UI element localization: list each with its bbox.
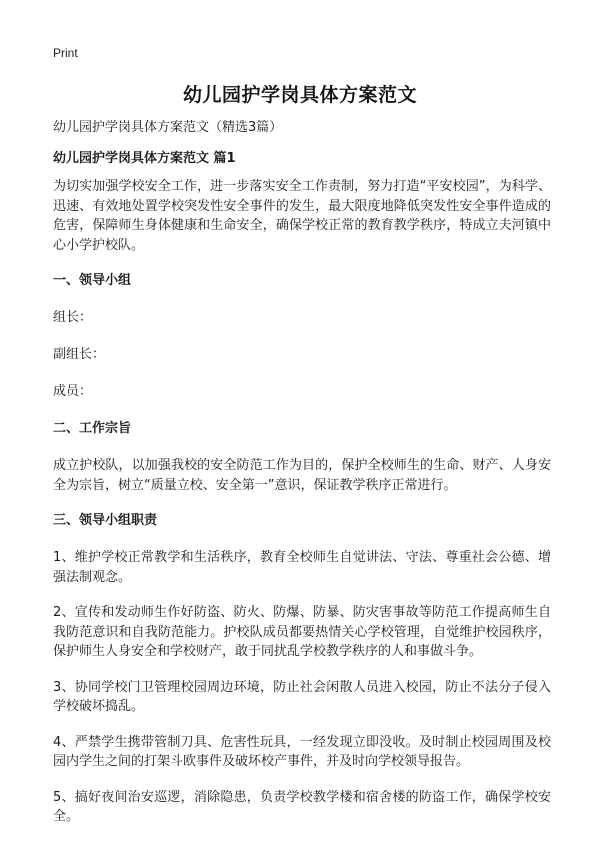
duty-item: 4、严禁学生携带管制刀具、危害性玩具，一经发现立即没收。及时制止校园周围及校园内学生之间的打架斗欧事件及破坏校产事件，并及时向学校领导报告。 (53, 734, 551, 769)
document-title: 幼儿园护学岗具体方案范文 (182, 84, 417, 106)
field-deputy-leader: 副组长： (53, 347, 106, 362)
intro-paragraph: 为切实加强学校安全工作，进一步落实安全工作责制，努力打造“平安校园”，为科学、迅速、有效地处置学校突发性安全事件的发生，最大限度地降低突发性安全事件造成的危害，保障师生身体健康和生命安全，确保学校正常的教育教学秩序，特成立夫河镇中心小学护校队。 (53, 179, 551, 253)
duty-item: 5、搞好夜间治安巡逻，消除隐患，负责学校教学楼和宿舍楼的防盗工作，确保学校安全。 (53, 789, 551, 824)
work-purpose-paragraph: 成立护校队，以加强我校的安全防范工作为目的，保护全校师生的生命、财产、人身安全为宗旨，树立“质量立校、安全第一”意识，保证教学秩序正常进行。 (53, 458, 551, 493)
document-subtitle: 幼儿园护学岗具体方案范文（精选3篇） (53, 120, 283, 135)
heading-work-purpose: 二、工作宗旨 (53, 421, 132, 436)
document-body (53, 118, 551, 843)
duty-item: 2、宣传和发动师生作好防盗、防火、防爆、防暴、防灾害事故等防范工作提高师生自我防范意识和自我防范能力。护校队成员都要热情关心学校管理，自觉维护校园秩序，保护师生人身安全和学校财产，敢于同扰乱学校教学秩序的人和事做斗争。 (53, 605, 551, 659)
field-leader: 组长： (53, 310, 93, 325)
section-title: 幼儿园护学岗具体方案范文 篇1 (53, 151, 236, 166)
field-members: 成员： (53, 384, 93, 399)
duty-item: 1、维护学校正常教学和生活秩序，教育全校师生自觉讲法、守法、尊重社会公德、增强法制观念。 (53, 550, 551, 585)
heading-group-duties: 三、领导小组职责 (53, 513, 158, 528)
print-label[interactable]: Print (53, 46, 78, 60)
heading-leadership-group: 一、领导小组 (53, 273, 132, 288)
duty-item: 3、协同学校门卫管理校园周边环境，防止社会闲散人员进入校园，防止不法分子侵入学校破坏捣乱。 (53, 679, 551, 714)
